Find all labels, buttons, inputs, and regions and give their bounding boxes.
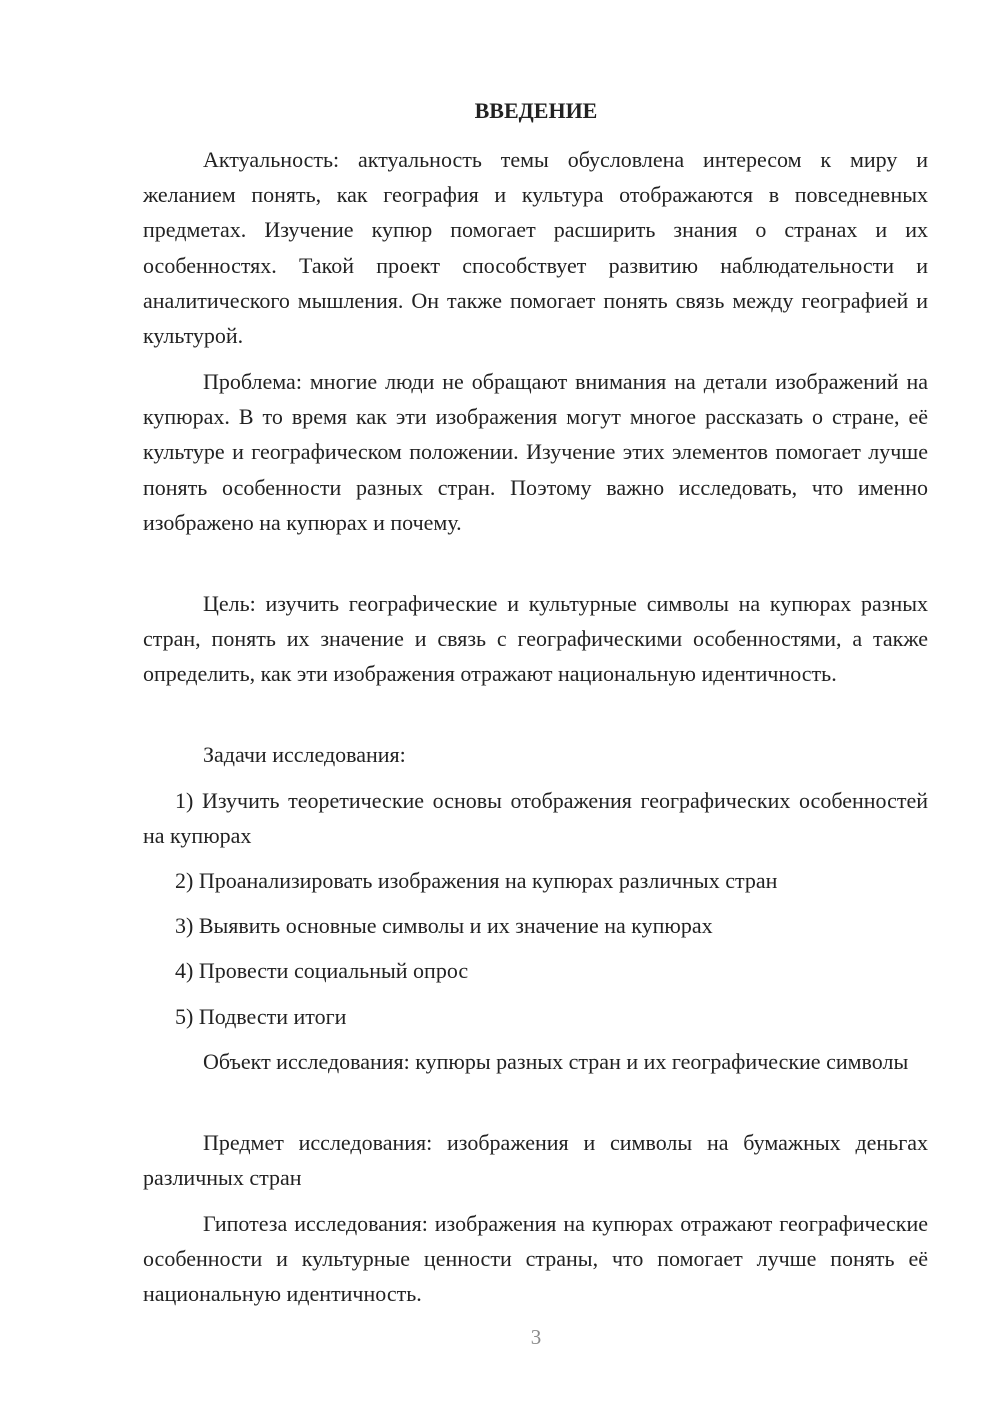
relevance-paragraph: Актуальность: актуальность темы обусловлена интересом к миру и желанием понять, как география и культура отображаются в повседневных предметах. Изучение купюр помогает расширить знания о странах и их особенностях. Такой проект способствует развитию наблюдательности и аналитического мышления. Он также помогает понять связь между географией и культурой. [143, 147, 928, 349]
section-title: ВВЕДЕНИЕ [474, 98, 598, 123]
task-item: 5) Подвести итоги [175, 1004, 347, 1029]
page-number: 3 [530, 1325, 542, 1349]
task-item: 3) Выявить основные символы и их значение на купюрах [175, 913, 713, 938]
task-item: 1) Изучить теоретические основы отображения географических особенностей на купюрах [143, 788, 928, 849]
tasks-heading: Задачи исследования: [203, 742, 406, 767]
problem-paragraph: Проблема: многие люди не обращают внимания на детали изображений на купюрах. В то время как эти изображения могут многое рассказать о стране, её культуре и географическом положении. Изучение этих элементов помогает лучше понять особенности разных стран. Поэтому важно исследовать, что именно изображено на купюрах и почему. [143, 369, 928, 535]
goal-paragraph: Цель: изучить географические и культурные символы на купюрах разных стран, понять их значение и связь с географическими особенностями, а также определить, как эти изображения отражают национальную идентичность. [143, 591, 928, 687]
subject-paragraph: Предмет исследования: изображения и символы на бумажных деньгах различных стран [143, 1130, 928, 1191]
hypothesis-paragraph: Гипотеза исследования: изображения на купюрах отражают географические особенности и культурные ценности страны, что помогает лучше понять её национальную идентичность. [143, 1211, 928, 1307]
task-item: 2) Проанализировать изображения на купюрах различных стран [175, 868, 778, 893]
task-item: 4) Провести социальный опрос [175, 958, 469, 983]
object-paragraph: Объект исследования: купюры разных стран и их географические символы [203, 1049, 909, 1074]
